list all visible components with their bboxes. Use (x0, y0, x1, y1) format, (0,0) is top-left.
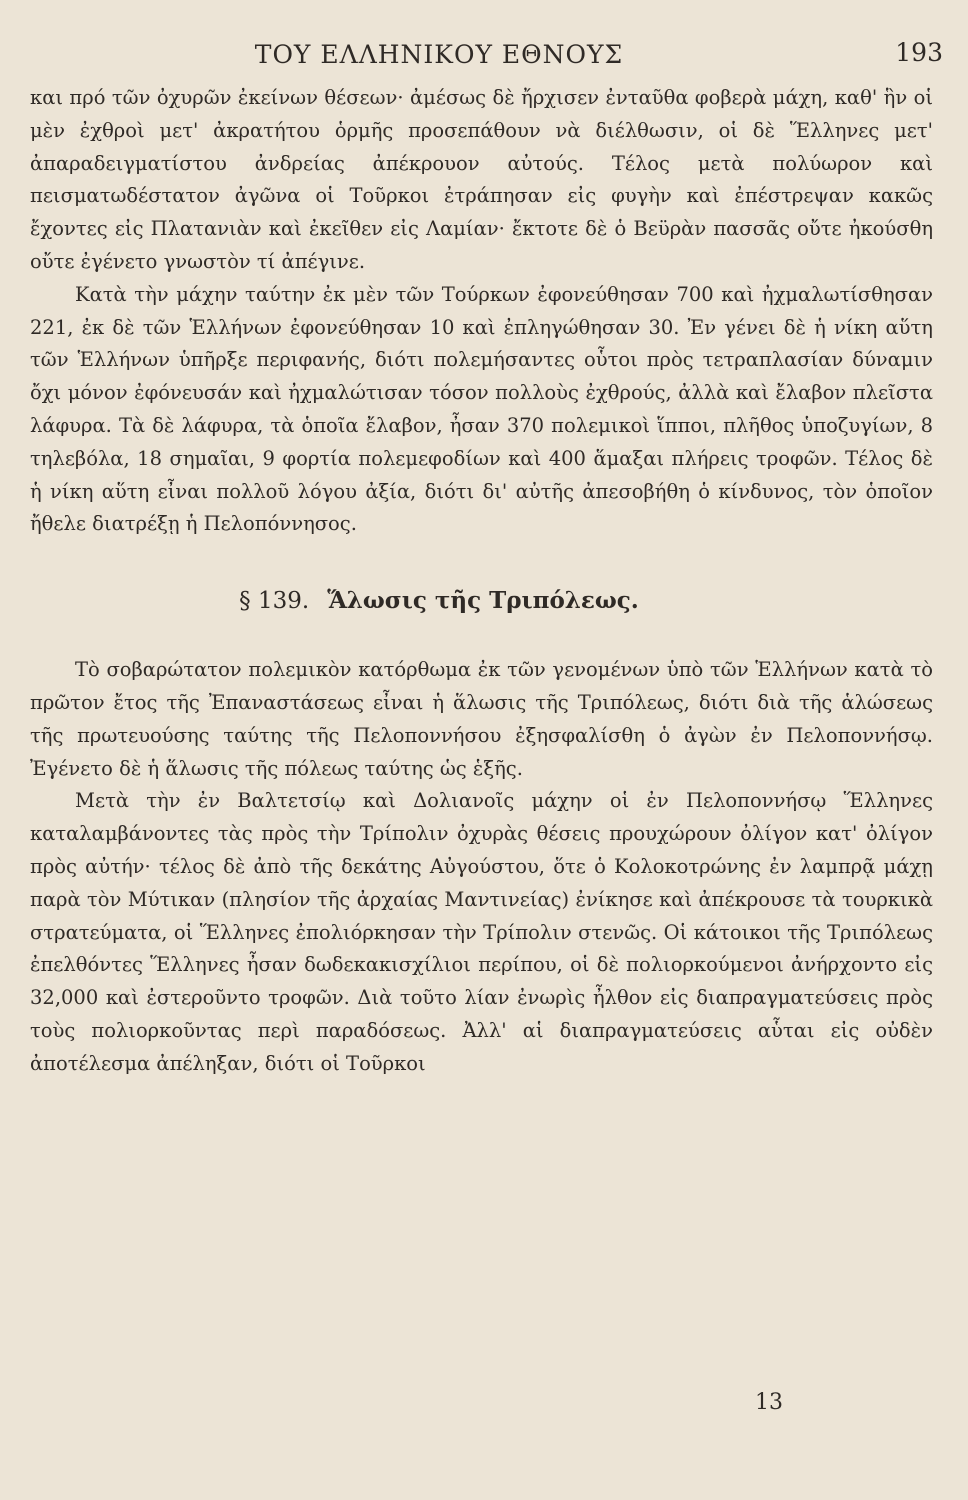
section-title: Ἅλωσις τῆς Τριπόλεως. (327, 587, 639, 615)
section-heading (30, 587, 848, 614)
section-number: § 139. (239, 588, 310, 615)
paragraph-4: Μετὰ τὴν ἐν Βαλτετσίῳ καὶ Δολιανοῖς μάχην οἱ ἐν Πελοποννήσῳ Ἕλληνες καταλαμβάνοντες τὰς πρὸς τὴν Τρίπολιν ὀχυρὰς θέσεις προυχώρουν ὀλίγον κατ' ὀλίγον πρὸς αὐτήν· τέλος δὲ ἀπὸ τῆς δεκάτης Αὐγούστου, ὅτε ὁ Κολοκοτρώνης ἐν λαμπρᾷ μάχῃ παρὰ τὸν Μύτικαν (πλησίον τῆς ἀρχαίας Μαντινείας) ἐνίκησε καὶ ἀπέκρουσε τὰ τουρκικὰ στρατεύματα, οἱ Ἕλληνες ἐπολιόρκησαν τὴν Τρίπολιν στενῶς. Οἱ κάτοικοι τῆς Τριπόλεως ἐπελθόντες Ἕλληνες ἦσαν δωδεκακισχίλιοι περίπου, οἱ δὲ πολιορκούμενοι ἀνήρχοντο εἰς 32,000 καὶ ἐστεροῦντο τροφῶν. Διὰ τοῦτο λίαν ἐνωρὶς ἦλθον εἰς διαπραγματεύσεις πρὸς τοὺς πολιορκοῦντας περὶ παραδόσεως. Ἀλλ' αἱ διαπραγματεύσεις αὗται εἰς οὐδὲν ἀποτέλεσμα ἀπέληξαν, διότι οἱ Τοῦρκοι (30, 789, 933, 1075)
running-title: ΤΟΥ ΕΛΛΗΝΙΚΟΥ ΕΘΝΟΥΣ (254, 40, 624, 69)
signature-mark: 13 (755, 1390, 783, 1415)
paragraph-2: Κατὰ τὴν μάχην ταύτην ἐκ μὲν τῶν Τούρκων ἐφονεύθησαν 700 καὶ ἠχμαλωτίσθησαν 221, ἐκ δὲ τῶν Ἑλλήνων ἐφονεύθησαν 10 καὶ ἐπληγώθησαν 30. Ἐν γένει δὲ ἡ νίκη αὕτη τῶν Ἑλλήνων ὑπῆρξε περιφανής, διότι πολεμήσαντες οὗτοι πρὸς τετραπλασίαν δύναμιν ὄχι μόνον ἐφόνευσάν καὶ ἠχμαλώτισαν τόσον πολλοὺς ἐχθρούς, ἀλλὰ καὶ ἔλαβον πλεῖστα λάφυρα. Τὰ δὲ λάφυρα, τὰ ὁποῖα ἔλαβον, ἦσαν 370 πολεμικοὶ ἵπποι, πλῆθος ὑποζυγίων, 8 τηλεβόλα, 18 σημαῖαι, 9 φορτία πολεμεφοδίων καὶ 400 ἅμαξαι πλήρεις τροφῶν. Τέλος δὲ ἡ νίκη αὕτη εἶναι πολλοῦ λόγου ἀξία, διότι δι' αὐτῆς ἀπεσοβήθη ὁ κίνδυνος, τὸν ὁποῖον ἤθελε διατρέξῃ ἡ Πελοπόννησος. (30, 282, 933, 536)
running-head (30, 34, 943, 78)
paragraph-1: και πρό τῶν ὀχυρῶν ἐκείνων θέσεων· ἀμέσως δὲ ἤρχισεν ἐνταῦθα φοβερὰ μάχη, καθ' ἣν οἱ μὲν ἐχθροὶ μετ' ἀκρατήτου ὁρμῆς προσεπάθουν νὰ διέλθωσιν, οἱ δὲ Ἕλληνες μετ' ἀπαραδειγματίστου ἀνδρείας ἀπέκρουον αὐτούς. Τέλος μετὰ πολύωρον καὶ πεισματωδέστατον ἀγῶνα οἱ Τοῦρκοι ἐτράπησαν εἰς φυγὴν καὶ ἐπέστρεψαν κακῶς ἔχοντες εἰς Πλατανιὰν καὶ ἐκεῖθεν εἰς Λαμίαν· ἔκτοτε δὲ ὁ Βεϋρὰν πασσᾶς οὔτε ἠκούσθη οὔτε ἐγένετο γνωστὸν τί ἀπέγινε. (30, 86, 933, 273)
paragraph-3: Τὸ σοβαρώτατον πολεμικὸν κατόρθωμα ἐκ τῶν γενομένων ὑπὸ τῶν Ἑλλήνων κατὰ τὸ πρῶτον ἔτος τῆς Ἐπαναστάσεως εἶναι ἡ ἅλωσις τῆς Τριπόλεως, διότι διὰ τῆς ἁλώσεως τῆς πρωτευούσης ταύτης τῆς Πελοποννήσου ἐξησφαλίσθη ὁ ἀγὼν ἐν Πελοποννήσῳ. Ἐγένετο δὲ ἡ ἅλωσις τῆς πόλεως ταύτης ὡς ἑξῆς. (30, 658, 933, 780)
page-number: 193 (895, 38, 943, 67)
